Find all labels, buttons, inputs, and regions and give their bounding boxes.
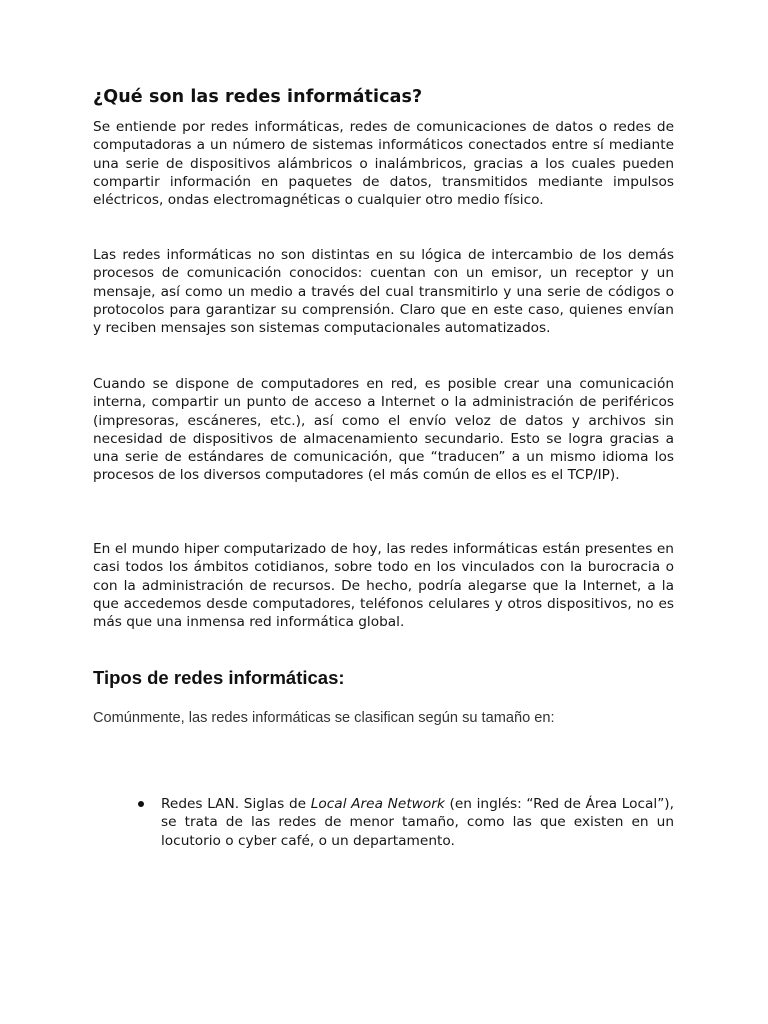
list-item	[133, 795, 674, 850]
types-intro: Comúnmente, las redes informáticas se clasifican según su tamaño en:	[93, 710, 555, 726]
types-list	[133, 795, 674, 850]
bullet-icon	[138, 801, 144, 807]
list-item-prefix: Redes LAN. Siglas de	[161, 796, 311, 812]
section-heading: ¿Qué son las redes informáticas?	[93, 87, 423, 107]
paragraph-logic: Las redes informáticas no son distintas en su lógica de intercambio de los demás procesos de comunicación conocidos: cuentan con un emisor, un receptor y un mensaje, así como un medio a través del cual transmitirlo y una serie de códigos o protocolos para garantizar su comprensión. Claro que en este caso, quienes envían y reciben mensajes son sistemas computacionales automatizados.	[93, 247, 674, 337]
paragraph-presence: En el mundo hiper computarizado de hoy, las redes informáticas están presentes en casi todos los ámbitos cotidianos, sobre todo en los vinculados con la burocracia o con la administración de recursos. De hecho, podría alegarse que la Internet, a la que accedemos desde computadores, teléfonos celulares y otros dispositivos, no es más que una inmensa red informática global.	[93, 541, 674, 631]
paragraph-uses: Cuando se dispone de computadores en red, es posible crear una comunicación interna, compartir un punto de acceso a Internet o la administración de periféricos (impresoras, escáneres, etc.), así como el envío veloz de datos y archivos sin necesidad de dispositivos de almacenamiento secundario. Esto se logra gracias a una serie de estándares de comunicación, que “traducen” a un mismo idioma los procesos de los diversos computadores (el más común de ellos es el TCP/IP).	[93, 376, 674, 484]
paragraph-definition: Se entiende por redes informáticas, redes de comunicaciones de datos o redes de computadoras a un número de sistemas informáticos conectados entre sí mediante una serie de dispositivos alámbricos o inalámbricos, gracias a los cuales pueden compartir información en paquetes de datos, transmitidos mediante impulsos eléctricos, ondas electromagnéticas o cualquier otro medio físico.	[93, 119, 674, 209]
list-item-suffix: (en inglés: “Red de Área Local”), se trata de las redes de menor tamaño, como las que existen en un locutorio o cyber café, o un departamento.	[161, 796, 674, 849]
types-heading: Tipos de redes informáticas:	[93, 667, 345, 688]
list-item-emphasis: Local Area Network	[310, 796, 445, 812]
